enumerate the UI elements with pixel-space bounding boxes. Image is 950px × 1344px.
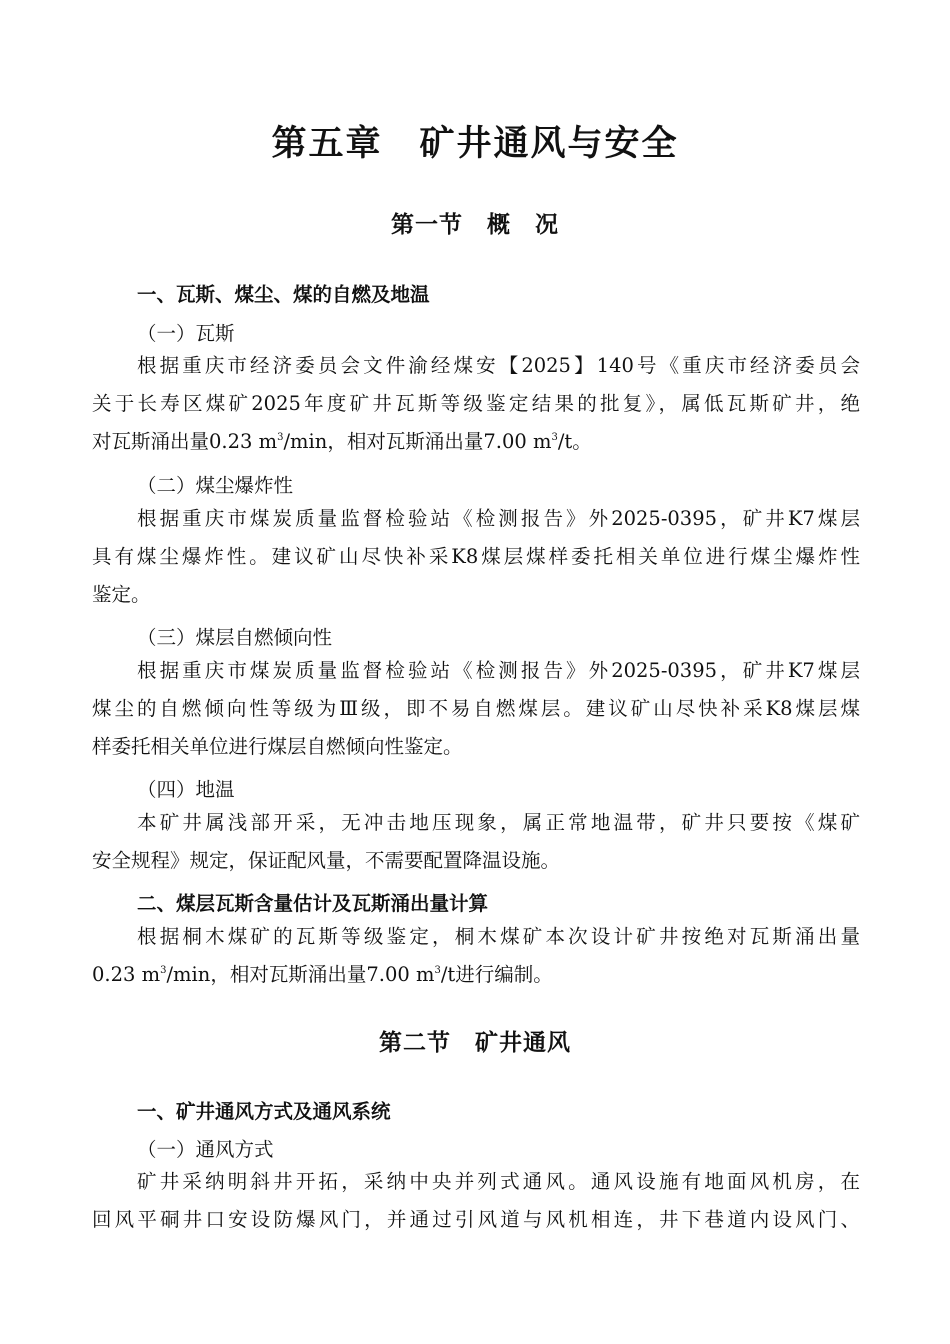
paragraph-gas [92,347,860,461]
paragraph-line: 根据重庆市煤炭质量监督检验站《检测报告》外2025-0395，矿井K7煤层 [137,659,860,682]
text-run: /t。 [557,430,592,453]
paragraph-spontaneous-combustion [92,652,860,766]
subheading-ground-temperature: （四）地温 [137,778,235,801]
superscript: 3 [551,432,558,443]
text-run: 0.23 m [92,963,161,986]
heading-gas-content-estimate: 二、煤层瓦斯含量估计及瓦斯涌出量计算 [137,892,489,915]
text-run: 对瓦斯涌出量0.23 m [92,430,278,453]
section-title-overview: 第一节 概 况 [391,212,559,238]
chapter-title: 第五章 矿井通风与安全 [271,124,679,164]
heading-gas-dust-fire-temp: 一、瓦斯、煤尘、煤的自燃及地温 [137,283,430,306]
subheading-spontaneous-combustion: （三）煤层自燃倾向性 [137,626,333,649]
paragraph-line [92,956,860,994]
paragraph-line: 关于长寿区煤矿2025年度矿井瓦斯等级鉴定结果的批复》，属低瓦斯矿井，绝 [92,392,860,415]
paragraph-ground-temperature [92,804,860,880]
text-run: /min，相对瓦斯涌出量7.00 m [283,430,552,453]
subheading-gas: （一）瓦斯 [137,322,235,345]
paragraph-line: 根据桐木煤矿的瓦斯等级鉴定，桐木煤矿本次设计矿井按绝对瓦斯涌出量 [137,925,860,948]
paragraph-line: 根据重庆市煤炭质量监督检验站《检测报告》外2025-0395，矿井K7煤层 [137,507,860,530]
paragraph-line: 矿井采纳明斜井开拓，采纳中央并列式通风。通风设施有地面风机房，在 [137,1170,860,1193]
paragraph-gas-calculation [92,918,860,994]
subheading-ventilation-method: （一）通风方式 [137,1138,274,1161]
paragraph-ventilation-method [92,1163,860,1239]
superscript: 3 [277,432,284,443]
text-run: /t进行编制。 [440,963,553,986]
paragraph-line: 样委托相关单位进行煤层自燃倾向性鉴定。 [92,735,463,758]
paragraph-dust [92,500,860,614]
paragraph-line: 根据重庆市经济委员会文件渝经煤安【2025】140号《重庆市经济委员会 [137,354,860,377]
superscript: 3 [434,965,441,976]
paragraph-line: 具有煤尘爆炸性。建议矿山尽快补采K8煤层煤样委托相关单位进行煤尘爆炸性 [92,545,860,568]
paragraph-line: 鉴定。 [92,583,151,606]
paragraph-line: 本矿井属浅部开采，无冲击地压现象，属正常地温带，矿井只要按《煤矿 [137,811,860,834]
superscript: 3 [160,965,167,976]
paragraph-line [92,423,860,461]
subheading-dust: （二）煤尘爆炸性 [137,474,294,497]
paragraph-line: 回风平硐井口安设防爆风门，并通过引风道与风机相连，井下巷道内设风门、 [92,1208,860,1231]
paragraph-line: 安全规程》规定，保证配风量，不需要配置降温设施。 [92,849,561,872]
text-run: /min，相对瓦斯涌出量7.00 m [166,963,435,986]
heading-ventilation-method-system: 一、矿井通风方式及通风系统 [137,1100,391,1123]
section-title-mine-ventilation: 第二节 矿井通风 [379,1030,571,1056]
paragraph-line: 煤尘的自燃倾向性等级为Ⅲ级，即不易自燃煤层。建议矿山尽快补采K8煤层煤 [92,697,860,720]
